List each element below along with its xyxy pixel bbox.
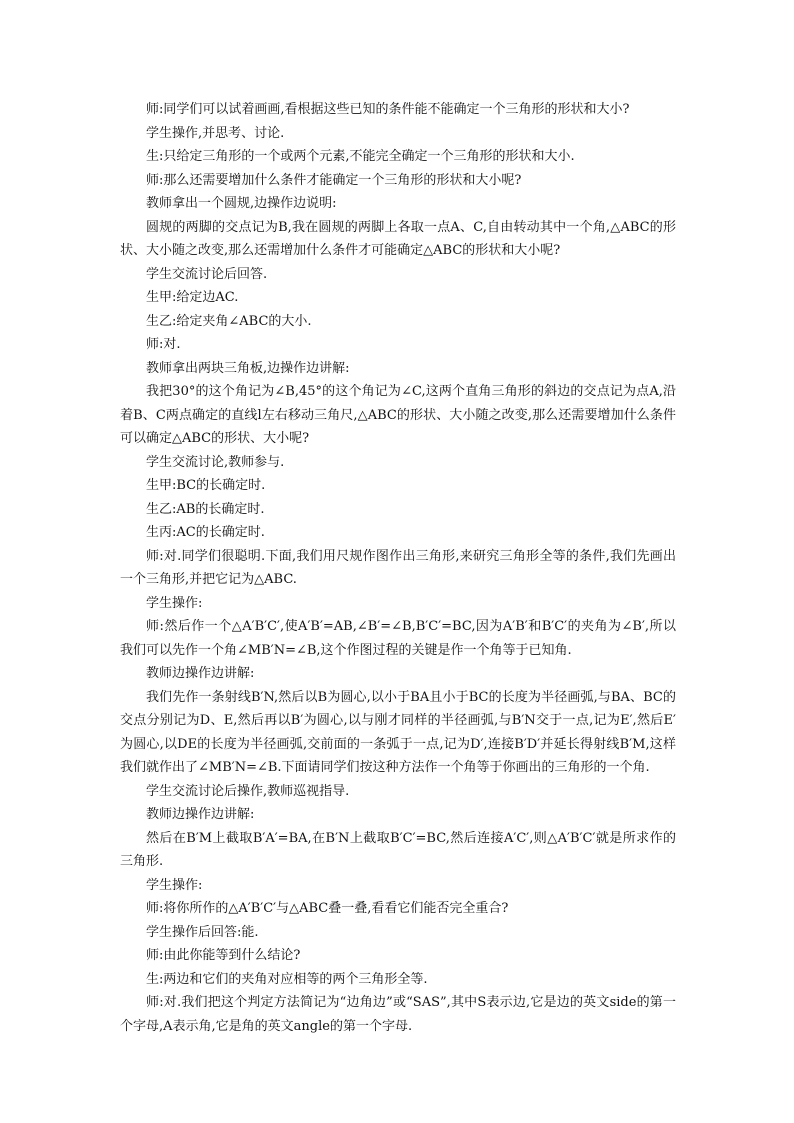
teacher-line: 师:由此你能等到什么结论?: [146, 948, 301, 963]
student-line: 生乙:给定夹角∠ABC的大小.: [146, 313, 312, 329]
lesson-dialogue: [120, 98, 676, 1038]
teacher-line: 师:对.同学们很聪明.下面,我们用尺规作图作出三角形,来研究三角形全等的条件,我们先画出一个三角形,并把它记为△ABC.: [120, 548, 676, 587]
narration-line: 学生交流讨论,教师参与.: [146, 454, 285, 470]
explanation-paragraph: 我们先作一条射线B′N,然后以B为圆心,以小于BA且小于BC的长度为半径画弧,与BA、BC的交点分别记为D、E,然后再以B′为圆心,以与刚才同样的半径画弧,与B′N交于一点,记为E′,然后E′为圆心,以DE的长度为半径画弧,交前面的一条弧于一点,记为D′,连接B′D′并延长得射线B′M,这样我们就作出了∠MB′N=∠B.下面请同学们按这种方法作一个角等于你画出的三角形的一个角.: [120, 689, 676, 775]
student-line: 生丙:AC的长确定时.: [146, 525, 265, 540]
narration-line: 学生交流讨论后回答.: [146, 266, 268, 282]
narration-line: 教师边操作边讲解:: [146, 807, 255, 822]
narration-line: 教师拿出一个圆规,边操作边说明:: [146, 196, 337, 211]
narration-line: 学生操作:: [146, 595, 203, 611]
explanation-paragraph: 然后在B′M上截取B′A′=BA,在B′N上截取B′C′=BC,然后连接A′C′,则△A′B′C′就是所求作的三角形.: [120, 830, 676, 869]
narration-line: 学生操作,并思考、讨论.: [146, 125, 285, 141]
teacher-line: 师:对.我们把这个判定方法简记为“边角边”或“SAS”,其中S表示边,它是边的英文side的第一个字母,A表示角,它是角的英文angle的第一个字母.: [120, 995, 676, 1034]
narration-line: 教师边操作边讲解:: [146, 666, 255, 681]
teacher-line: 师:那么还需要增加什么条件才能确定一个三角形的形状和大小呢?: [146, 172, 522, 188]
narration-line: 学生操作:: [146, 877, 203, 893]
teacher-line: 师:然后作一个△A′B′C′,使A′B′=AB,∠B′=∠B,B′C′=BC,因为A′B′和B′C′的夹角为∠B′,所以我们可以先作一个角∠MB′N=∠B,这个作图过程的关键是作一个角等于已知角.: [120, 619, 676, 658]
student-line: 生:两边和它们的夹角对应相等的两个三角形全等.: [146, 971, 428, 987]
student-line: 生乙:AB的长确定时.: [146, 501, 265, 517]
student-line: 生:只给定三角形的一个或两个元素,不能完全确定一个三角形的形状和大小.: [146, 149, 575, 164]
narration-line: 教师拿出两块三角板,边操作边讲解:: [146, 360, 350, 376]
narration-line: 学生操作后回答:能.: [146, 924, 259, 940]
student-line: 生甲:BC的长确定时.: [146, 478, 266, 493]
teacher-line: 师:将你所作的△A′B′C′与△ABC叠一叠,看看它们能否完全重合?: [146, 901, 509, 916]
explanation-paragraph: 我把30°的这个角记为∠B,45°的这个角记为∠C,这两个直角三角形的斜边的交点记为点A,沿着B、C两点确定的直线l左右移动三角尺,△ABC的形状、大小随之改变,那么还需要增加什么条件可以确定△ABC的形状、大小呢?: [120, 384, 676, 446]
explanation-paragraph: 圆规的两脚的交点记为B,我在圆规的两脚上各取一点A、C,自由转动其中一个角,△ABC的形状、大小随之改变,那么还需增加什么条件才可能确定△ABC的形状和大小呢?: [120, 219, 676, 258]
narration-line: 学生交流讨论后操作,教师巡视指导.: [146, 783, 350, 799]
teacher-line: 师:对.: [146, 337, 181, 352]
teacher-line: 师:同学们可以试着画画,看根据这些已知的条件能不能确定一个三角形的形状和大小?: [146, 102, 630, 117]
student-line: 生甲:给定边AC.: [146, 290, 239, 305]
